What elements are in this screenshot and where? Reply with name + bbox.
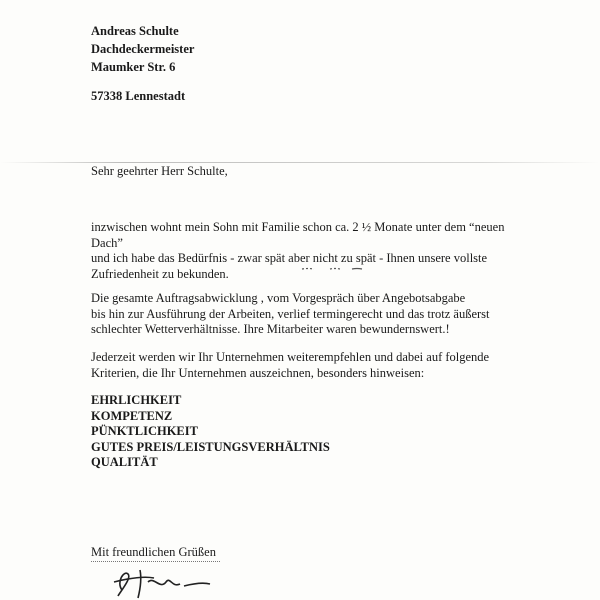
paragraph-3	[91, 350, 561, 381]
sender-address	[91, 22, 194, 76]
criteria-item: KOMPETENZ	[91, 408, 173, 423]
scan-marks	[300, 266, 370, 272]
paragraph-1	[91, 220, 561, 282]
paragraph-line: Dach”	[91, 235, 123, 250]
closing-phrase: Mit freundlichen Grüßen	[91, 545, 216, 559]
sender-street: Maumker Str. 6	[91, 60, 176, 74]
paragraph-line: schlechter Wetterverhältnisse. Ihre Mitarbeiter waren bewundernswert.!	[91, 322, 450, 336]
salutation: Sehr geehrter Herr Schulte,	[91, 164, 228, 178]
sender-title: Dachdeckermeister	[91, 42, 195, 56]
paragraph-line: Jederzeit werden wir Ihr Unternehmen weiterempfehlen und dabei auf folgende	[91, 350, 490, 364]
sender-name: Andreas Schulte	[91, 24, 179, 38]
paragraph-line: bis hin zur Ausführung der Arbeiten, verlief termingerecht und das trotz äußerst	[91, 306, 490, 321]
criteria-item: GUTES PREIS/LEISTUNGSVERHÄLTNIS	[91, 439, 330, 454]
paragraph-line: Kriterien, die Ihr Unternehmen auszeichnen, besonders hinweisen:	[91, 365, 425, 380]
paragraph-line: inzwischen wohnt mein Sohn mit Familie schon ca. 2 ½ Monate unter dem “neuen	[91, 220, 505, 234]
signature-icon	[110, 560, 240, 600]
paragraph-line: und ich habe das Bedürfnis - zwar spät aber nicht zu spät - Ihnen unsere vollste	[91, 251, 488, 265]
sender-city: 57338 Lennestadt	[91, 89, 186, 103]
criteria-item: QUALITÄT	[91, 455, 158, 469]
paragraph-line: Die gesamte Auftragsabwicklung , vom Vorgespräch über Angebotsabgabe	[91, 291, 466, 305]
paragraph-2	[91, 291, 561, 338]
fold-line	[0, 162, 600, 163]
paragraph-line: Zufriedenheit zu bekunden.	[91, 266, 229, 281]
criteria-item: PÜNKTLICHKEIT	[91, 424, 198, 438]
criteria-list	[91, 393, 330, 471]
criteria-item: EHRLICHKEIT	[91, 393, 182, 407]
